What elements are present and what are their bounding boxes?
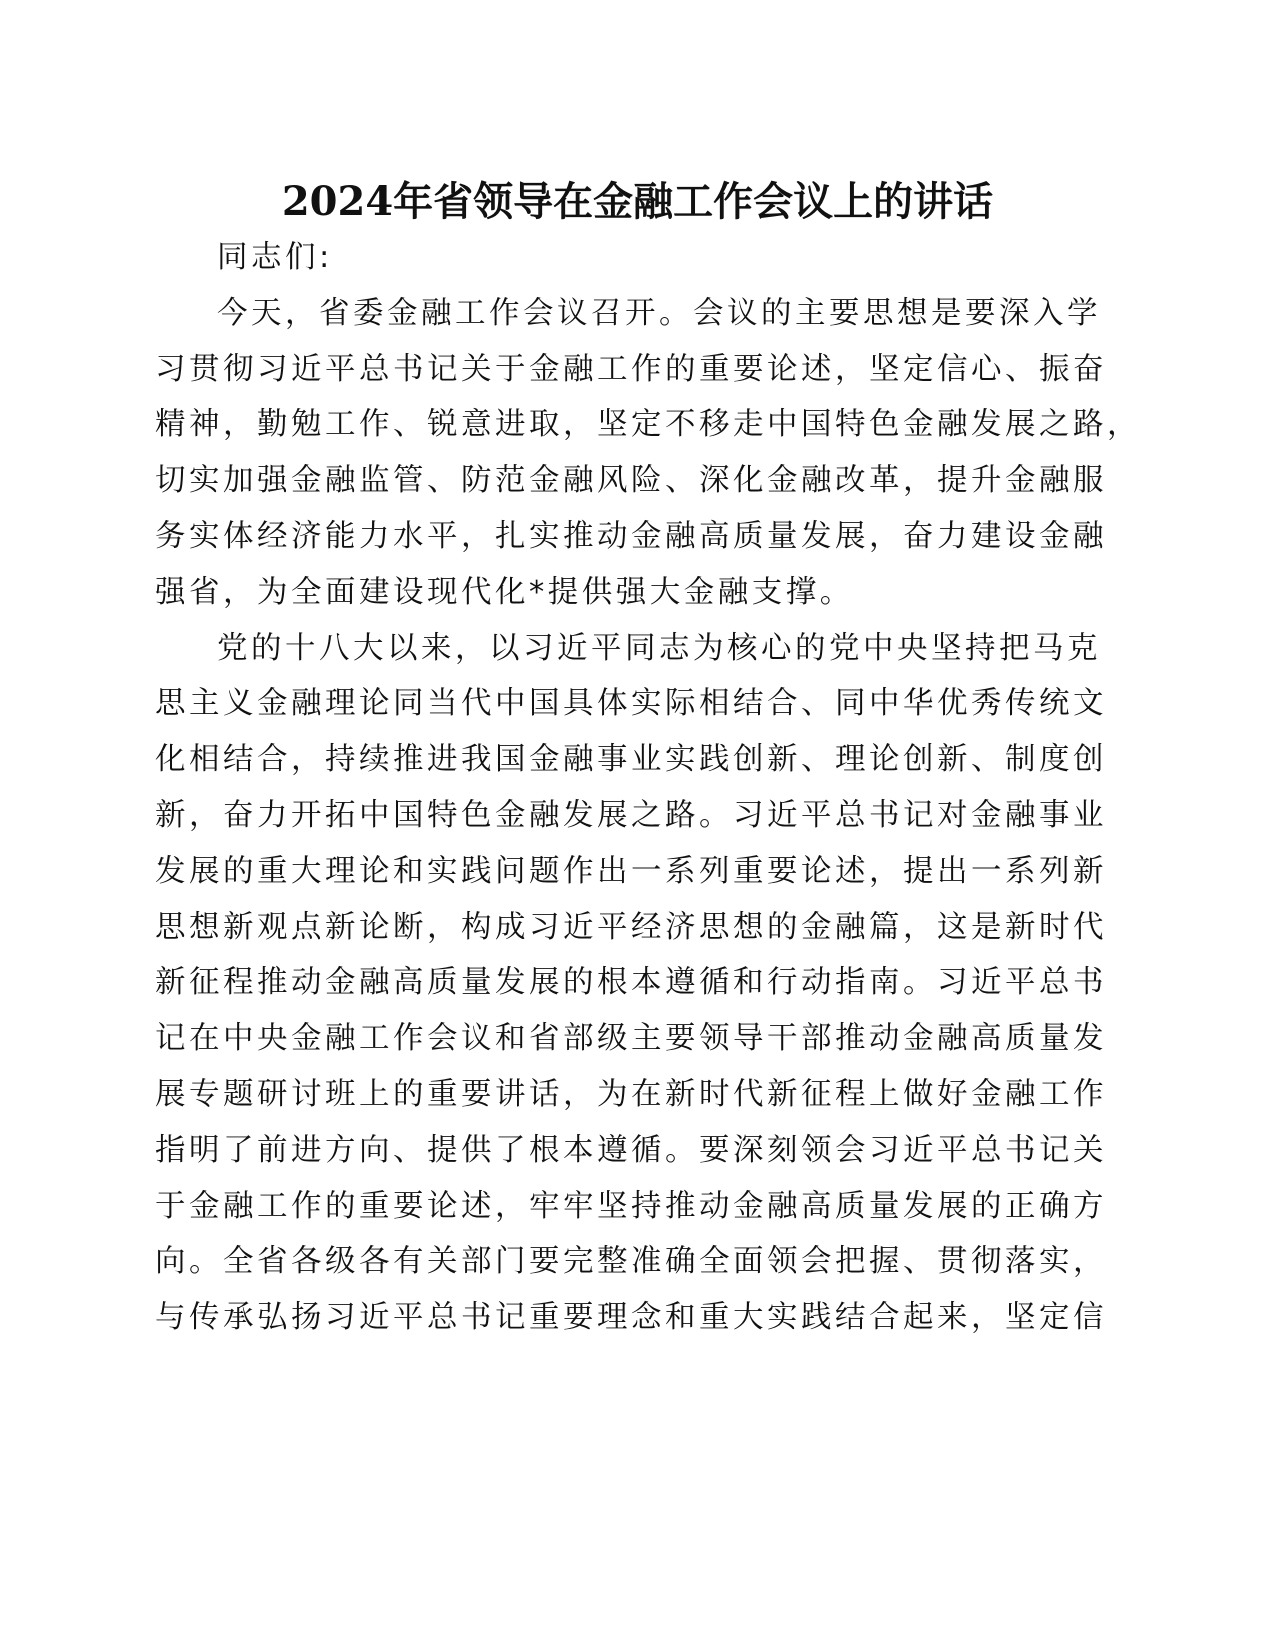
paragraph-1 <box>155 286 1141 621</box>
document-title: 2024年省领导在金融工作会议上的讲话 <box>281 178 994 225</box>
paragraph-line: 记在中央金融工作会议和省部级主要领导干部推动金融高质量发 <box>155 1021 1107 1057</box>
paragraph-line: 习贯彻习近平总书记关于金融工作的重要论述，坚定信心、振奋 <box>155 351 1107 387</box>
paragraph-line: 展专题研讨班上的重要讲话，为在新时代新征程上做好金融工作 <box>155 1076 1107 1112</box>
paragraph-line: 思想新观点新论断，构成习近平经济思想的金融篇，这是新时代 <box>155 909 1107 945</box>
paragraph-line: 务实体经济能力水平，扎实推动金融高质量发展，奋力建设金融 <box>155 518 1107 554</box>
paragraph-line: 指明了前进方向、提供了根本遵循。要深刻领会习近平总书记关 <box>155 1132 1107 1168</box>
paragraph-line: 与传承弘扬习近平总书记重要理念和重大实践结合起来，坚定信 <box>155 1300 1107 1336</box>
document-body <box>155 230 1141 1346</box>
paragraph-line: 党的十八大以来，以习近平同志为核心的党中央坚持把马克 <box>217 630 1101 666</box>
paragraph-line: 今天，省委金融工作会议召开。会议的主要思想是要深入学 <box>217 295 1101 331</box>
paragraph-line: 新，奋力开拓中国特色金融发展之路。习近平总书记对金融事业 <box>155 797 1107 833</box>
paragraph-line: 化相结合，持续推进我国金融事业实践创新、理论创新、制度创 <box>155 742 1107 778</box>
paragraph-2 <box>155 621 1107 1346</box>
paragraph-line: 发展的重大理论和实践问题作出一系列重要论述，提出一系列新 <box>155 853 1107 889</box>
paragraph-line: 强省，为全面建设现代化*提供强大金融支撑。 <box>155 574 854 610</box>
paragraph-line: 向。全省各级各有关部门要完整准确全面领会把握、贯彻落实， <box>155 1244 1107 1280</box>
paragraph-line: 新征程推动金融高质量发展的根本遵循和行动指南。习近平总书 <box>155 965 1107 1001</box>
salutation: 同志们: <box>217 240 333 275</box>
paragraph-line: 精神，勤勉工作、锐意进取，坚定不移走中国特色金融发展之路， <box>155 407 1141 443</box>
paragraph-line: 切实加强金融监管、防范金融风险、深化金融改革，提升金融服 <box>155 463 1107 499</box>
paragraph-line: 思主义金融理论同当代中国具体实际相结合、同中华优秀传统文 <box>155 686 1107 722</box>
paragraph-line: 于金融工作的重要论述，牢牢坚持推动金融高质量发展的正确方 <box>155 1188 1107 1224</box>
